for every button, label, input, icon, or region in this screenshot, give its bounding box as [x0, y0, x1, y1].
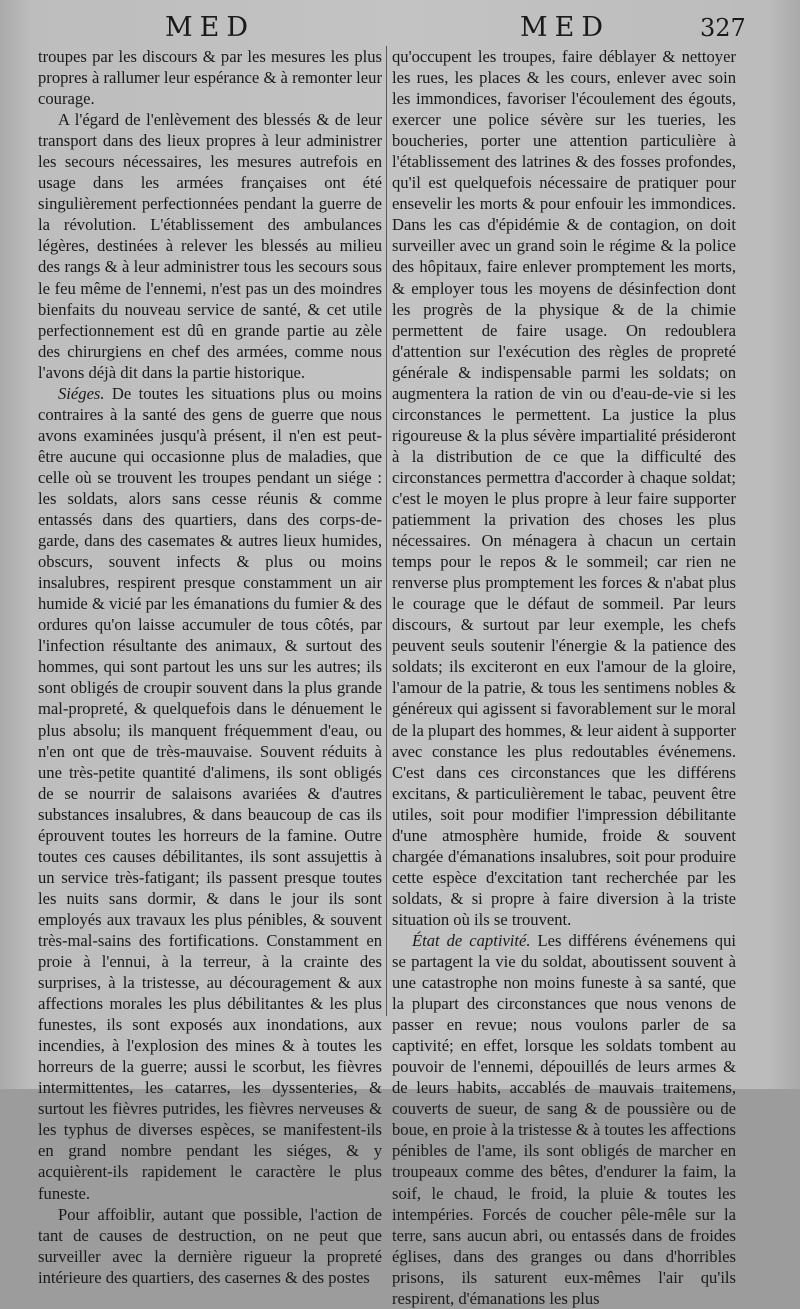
paragraph-body: De toutes les situations plus ou moins contraires à la santé des gens de guerre que nous avons examinées jusqu'à présent, il n'en est peut-être aucune qui occasionne plus de maladies, que celle où se trouvent les troupes pendant un siége : les soldats, alors sans cesse réunis & comme entassés dans des quartiers, dans des corps-de-garde, dans des casemates & autres lieux humides, obscurs, souvent infects & plus ou moins insalubres, respirent presque constamment un air humide & vicié par les émanations du fumier & des ordures qu'on laisse accumuler de tous côtés, par l'infection résultante des animaux, & surtout des hommes, qui sont partout les uns sur les autres; ils sont obligés de croupir souvent dans la plus grande mal-propreté, & quelquefois dans le dénuement le plus absolu; ils manquent fréquemment d'eau, ou n'en ont que de très-mauvaise. Souvent réduits à une très-petite quantité d'alimens, ils sont obligés de se nourrir de salaisons avariées & d'autres substances insalubres, & dans beaucoup de cas ils éprouvent toutes les horreurs de la famine. Outre toutes ces causes débilitantes, ils sont assujettis à un service très-fatigant; ils passent presque toutes les nuits sans dormir, & dans le jour ils sont employés aux travaux les plus pénibles, & souvent très-mal-sains des fortifications. Constamment en proie à l'ennui, à la terreur, à la crainte des surprises, à la tristesse, au découragement & aux affections morales les plus débilitantes & les plus funestes, ils sont exposés aux inondations, aux incendies, à l'explosion des mines & à toutes les horreurs de la guerre; aussi le scorbut, les fièvres intermittentes, les catarres, les dyssenteries, & surtout les fièvres putrides, les fièvres nerveuses & les typhus de diverses espèces, se manifestent-ils en grand nombre pendant les siéges, & y acquièrent-ils rapidement le caractère le plus funeste. [38, 383, 382, 1203]
paragraph [392, 930, 736, 1309]
section-heading: État de captivité. [412, 930, 531, 950]
paragraph-body: Les différens événemens qui se partagent la vie du soldat, aboutissent souvent à une catastrophe non moins funeste à sa santé, que la plupart des circonstances que nous venons de passer en revue; nous voulons parler de sa captivité; en effet, lorsque les soldats tombent au pouvoir de l'ennemi, dépouillés de leurs armes & de leurs habits, accablés de mauvais traitemens, couverts de sueur, de sang & de poussière ou de boue, en proie à la tristesse & à toutes les affections pénibles de l'ame, ils sont obligés de marcher en troupeaux comme des bêtes, d'endurer la faim, la soif, le chaud, le froid, la pluie & toutes les intempéries. Forcés de coucher pêle-mêle sur la terre, sans aucun abri, ou entassés dans de froides églises, dans des granges ou dans d'horribles prisons, ils saturent eux-mêmes l'air qu'ils respirent, d'émanations les plus [392, 930, 736, 1308]
right-column [392, 46, 736, 1309]
left-column [38, 46, 382, 1288]
column-divider [386, 46, 387, 1016]
paragraph: troupes par les discours & par les mesures les plus propres à rallumer leur espérance & à remonter leur courage. [38, 47, 382, 109]
paragraph: A l'égard de l'enlèvement des blessés & de leur transport dans des lieux propres à leur administrer les secours nécessaires, les mesures autrefois en usage dans les armées françaises ont été singulièrement perfectionnées pendant la guerre de la révolution. L'établissement des ambulances légères, destinées à relever les blessés au milieu des rangs & à leur administrer tous les secours sous le feu même de l'ennemi, n'est pas un des moindres bienfaits du nouveau service de santé, & cet utile perfectionnement est dû en grande partie au zèle des chirurgiens en chef des armées, comme nous l'avons déjà dit dans la partie historique. [38, 110, 382, 382]
section-heading: Siéges. [58, 383, 105, 403]
paragraph [38, 383, 382, 1204]
left-running-head: MED [165, 12, 256, 43]
page-number: 327 [700, 14, 746, 42]
paragraph: Pour affoiblir, autant que possible, l'action de tant de causes de destruction, on ne peut que surveiller avec la dernière rigueur la propreté intérieure des quartiers, des casernes & des postes [38, 1204, 382, 1287]
right-running-head: MED [520, 12, 611, 43]
paragraph: qu'occupent les troupes, faire déblayer & nettoyer les rues, les places & les cours, enlever avec soin les immondices, favoriser l'écoulement des égouts, exercer une police sévère sur les tueries, les boucheries, porter une attention particulière à l'établissement des latrines & des fosses profondes, qu'il est quelquefois nécessaire de pratiquer pour ensevelir les morts & pour enfouir les immondices. Dans les cas d'épidémie & de contagion, on doit surveiller avec un grand soin le régime & la police des hôpitaux, faire enlever promptement les morts, & employer tous les moyens de désinfection dont les progrès de la physique & de la chimie permettent de faire usage. On redoublera d'attention sur l'exécution des règles de propreté générale & indispensable parmi les soldats; on augmentera la ration de vin ou d'eau-de-vie si les circonstances le permettent. La justice la plus rigoureuse & la plus sévère impartialité présideront à la distribution de ce que la difficulté des circonstances permettra d'accorder à chaque soldat; c'est le moyen le plus propre à leur faire supporter patiemment la privation des choses les plus nécessaires. On ménagera à chacun un certain temps pour le repos & le sommeil; car rien ne renverse plus promptement les forces & n'abat plus le courage que le défaut de sommeil. Par leurs discours, & surtout par leur exemple, les chefs peuvent seuls soutenir l'énergie & la patience des soldats; ils exciteront en eux l'amour de la gloire, l'amour de la patrie, & tous les sentimens nobles & généreux qui agissent si favorablement sur le moral de la plupart des hommes, & leur aident à supporter avec constance les plus redoutables événemens. C'est dans ces circonstances que les différens excitans, & particulièrement le tabac, peuvent être utiles, soit pour modifier l'impression débilitante d'une atmosphère humide, froide & souvent chargée d'émanations insalubres, soit pour produire cette espèce d'excitation tant recherchée par les soldats, & si propre à faire diversion à la triste situation où ils se trouvent. [392, 47, 736, 929]
running-header [0, 8, 800, 42]
